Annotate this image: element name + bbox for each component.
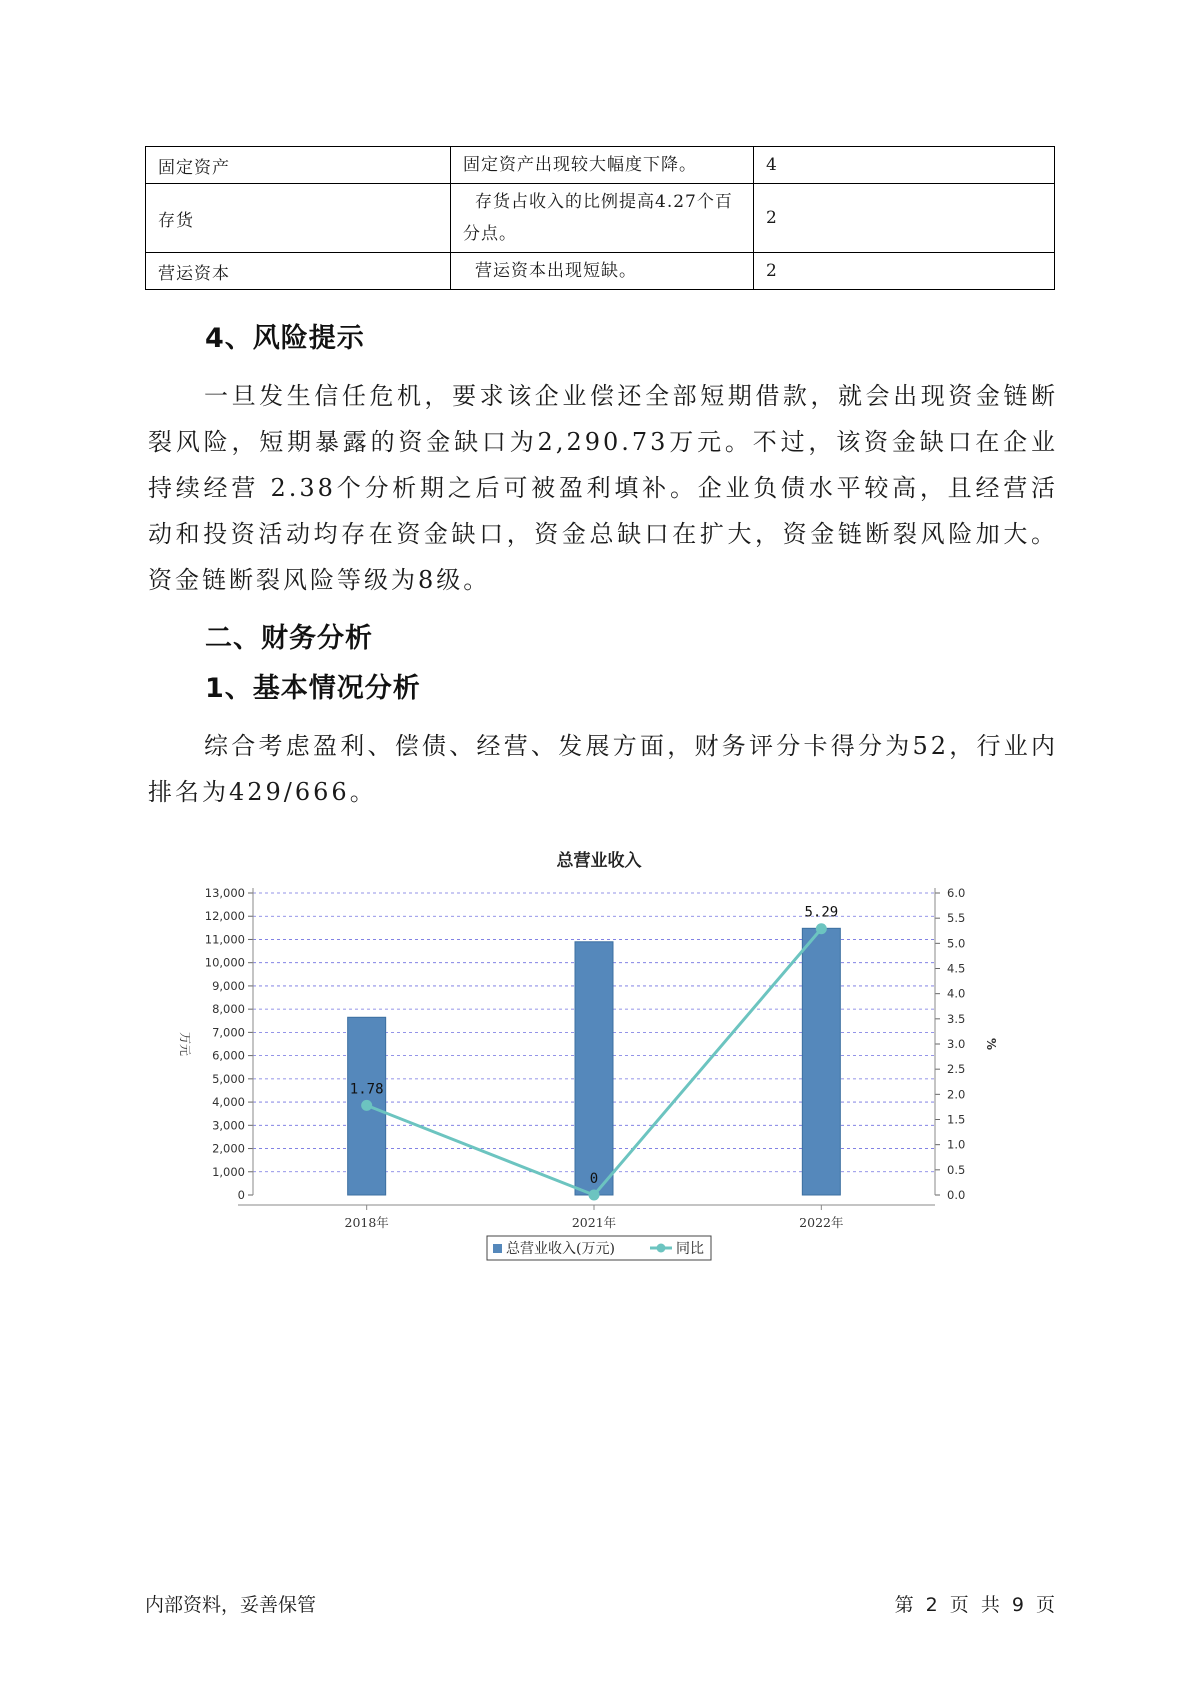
y-tick-label: 5,000 xyxy=(212,1071,245,1086)
line-point xyxy=(816,923,827,934)
y2-tick-label: 4.5 xyxy=(947,961,966,976)
y2-tick-label: 4.0 xyxy=(947,986,966,1001)
x-tick-label: 2022年 xyxy=(799,1215,844,1230)
table-row xyxy=(146,253,1055,290)
y2-tick-label: 2.0 xyxy=(947,1087,966,1102)
data-label: 0 xyxy=(589,1171,599,1187)
y-axis-label: 万元 xyxy=(178,1031,192,1057)
table-cell-item: 营运资本 xyxy=(146,253,451,290)
table-cell-desc: 存货占收入的比例提高4.27个百分点。 xyxy=(451,184,754,253)
table-row xyxy=(146,184,1055,253)
table-cell-desc: 营运资本出现短缺。 xyxy=(451,253,754,290)
basic-analysis-paragraph: 综合考虑盈利、偿债、经营、发展方面，财务评分卡得分为52，行业内排名为429/666。 xyxy=(148,732,1058,806)
legend-line-marker xyxy=(657,1244,666,1253)
risk-paragraph: 一旦发生信任危机，要求该企业偿还全部短期借款，就会出现资金链断裂风险，短期暴露的资金缺口为2,290.73万元。不过，该资金缺口在企业持续经营 2.38个分析期之后可被盈利填补。企业负债水平较高，且经营活动和投资活动均存在资金缺口，资金总缺口在扩大，资金链断裂风险加大。资金链断裂风险等级为8级。 xyxy=(148,382,1058,594)
bar xyxy=(575,942,613,1195)
y-tick-label: 11,000 xyxy=(204,932,245,947)
y-tick-label: 1,000 xyxy=(212,1164,245,1179)
basic-analysis-heading: 1、基本情况分析 xyxy=(205,673,421,704)
x-tick-label: 2021年 xyxy=(571,1215,617,1230)
footer-confidential: 内部资料，妥善保管 xyxy=(145,1594,317,1616)
legend-line-label: 同比 xyxy=(676,1241,704,1257)
risk-table xyxy=(145,146,1055,290)
y2-tick-label: 0.0 xyxy=(947,1188,966,1202)
y2-tick-label: 5.5 xyxy=(947,911,966,926)
y2-tick-label: 6.0 xyxy=(947,886,966,900)
table-cell-desc: 固定资产出现较大幅度下降。 xyxy=(451,147,754,184)
y2-tick-label: 2.5 xyxy=(947,1062,966,1077)
y-tick-label: 4,000 xyxy=(212,1095,245,1110)
footer-page-number: 第 2 页 共 9 页 xyxy=(894,1594,1055,1616)
y-tick-label: 7,000 xyxy=(212,1025,245,1040)
y-tick-label: 6,000 xyxy=(212,1048,245,1063)
y2-axis-label: % xyxy=(984,1037,998,1051)
y-tick-label: 12,000 xyxy=(204,909,245,924)
table-row xyxy=(146,147,1055,184)
y2-tick-label: 3.5 xyxy=(947,1011,966,1026)
line-point xyxy=(589,1190,600,1201)
data-label: 1.78 xyxy=(349,1081,384,1098)
table-cell-score: 4 xyxy=(754,147,1055,184)
y-tick-label: 9,000 xyxy=(212,978,245,993)
finance-heading: 二、财务分析 xyxy=(205,623,373,654)
line-point xyxy=(361,1100,372,1111)
table-cell-item: 固定资产 xyxy=(146,147,451,184)
table-cell-item: 存货 xyxy=(146,184,451,253)
y2-tick-label: 1.0 xyxy=(947,1137,966,1152)
chart-title: 总营业收入 xyxy=(556,851,642,871)
y2-tick-label: 0.5 xyxy=(947,1162,966,1177)
data-label: 5.29 xyxy=(804,904,839,921)
y-tick-label: 13,000 xyxy=(204,886,245,900)
y2-tick-label: 1.5 xyxy=(947,1112,966,1127)
legend-bar-swatch xyxy=(493,1244,502,1253)
table-cell-score: 2 xyxy=(754,253,1055,290)
revenue-chart xyxy=(170,840,1040,1300)
y-tick-label: 10,000 xyxy=(204,955,245,970)
y2-tick-label: 5.0 xyxy=(947,936,966,951)
risk-heading: 4、风险提示 xyxy=(205,323,365,354)
y-tick-label: 8,000 xyxy=(212,1002,245,1017)
y-tick-label: 2,000 xyxy=(212,1141,245,1156)
y-tick-label: 3,000 xyxy=(212,1118,245,1133)
chart-svg xyxy=(170,840,1040,1300)
table-cell-score: 2 xyxy=(754,184,1055,253)
y2-tick-label: 3.0 xyxy=(947,1037,966,1051)
bar xyxy=(802,928,840,1195)
x-tick-label: 2018年 xyxy=(344,1215,389,1230)
legend-bar-label: 总营业收入(万元) xyxy=(506,1241,615,1257)
y-tick-label: 0 xyxy=(237,1188,245,1202)
